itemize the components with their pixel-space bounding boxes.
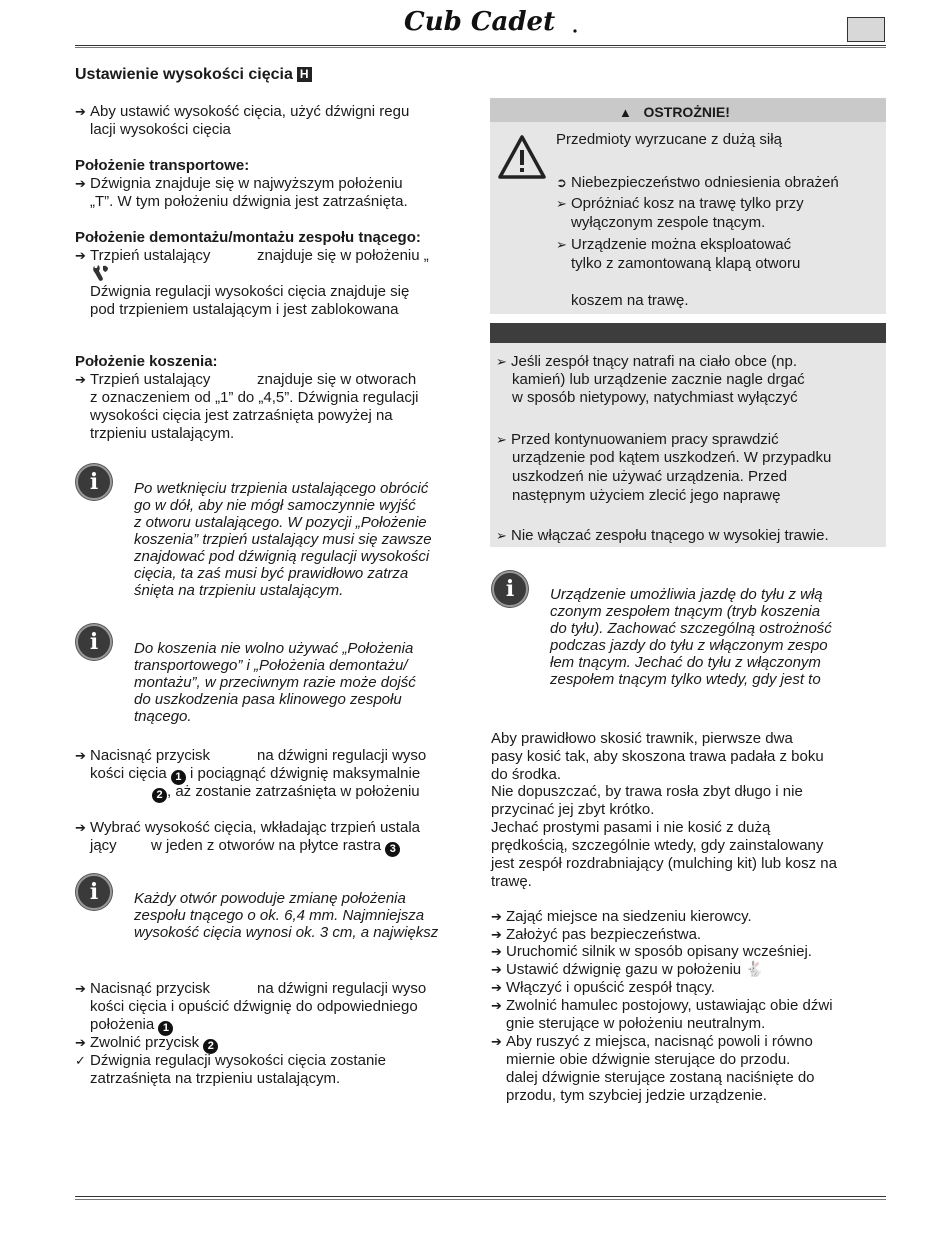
callout-2-icon: 2 [203,1039,218,1054]
bullet-arrow-icon: ➢ [496,354,507,369]
lower-line-1b: na dźwigni regulacji wyso [257,980,427,997]
para-line-6: Jechać prostymi pasami i nie kosić z dużą [491,819,771,836]
choose-line-2a: jący [90,837,117,854]
mow-line-4: trzpieniu ustalającym. [90,425,235,442]
press-line-1b: na dźwigni regulacji wyso [257,747,427,764]
deck-line-1a: ➔ Trzpień ustalający [75,247,211,264]
mow-line-1b: znajduje się w otworach [257,371,417,388]
mow-line-2: z oznaczeniem od „1” do „4,5”. Dźwignia regulacji [90,389,419,406]
release-line: ➔ Zwolnić przycisk 2 [75,1034,218,1054]
section-title [75,66,312,84]
step-6a: ➔ Zwolnić hamulec postojowy, ustawiając obie dźwi [491,997,833,1014]
info2-line-5: tnącego. [134,708,192,725]
caution-bullet-1b: wyłączonym zespole tnącym. [571,214,766,231]
info1-line-5: znajdować pod dźwignią regulacji wysokości [134,548,430,565]
mow-heading: Położenie koszenia: [75,353,218,370]
step-7d: przodu, tym szybciej jedzie urządzenie. [506,1087,767,1104]
step-1: ➔ Zająć miejsce na siedzeniu kierowcy. [491,908,752,925]
warning-triangle-icon [497,134,547,180]
intro-line-1: ➔ Aby ustawić wysokość cięcia, użyć dźwigni regu [75,103,410,120]
arrow-right-icon: ➔ [75,748,86,763]
step-2: ➔ Założyć pas bezpieczeństwa. [491,926,702,943]
arrow-right-icon: ➔ [491,909,502,924]
arrow-right-icon: ➔ [491,927,502,942]
callout-2-icon: 2 [152,788,167,803]
press-line-1a: ➔ Nacisnąć przycisk [75,747,211,764]
result-line-2: zatrzaśnięta na trzpieniu ustalającym. [90,1070,341,1087]
arrow-right-icon: ➔ [491,1034,502,1049]
svg-text:Cub Cadet: Cub Cadet [404,7,556,36]
result-line-1: ✓ Dźwignia regulacji wysokości cięcia zostanie [75,1052,386,1069]
info1-line-4: koszenia” trzpień ustalający musi się zawsze [134,531,432,548]
para-line-2: pasy kosić tak, aby skoszona trawa padała z boku [491,748,824,765]
footer-rule [75,1196,886,1197]
info1-line-2: go w dół, aby nie mógł samoczynnie wyjść [134,497,416,514]
step-6b: gnie sterujące w położeniu neutralnym. [506,1015,766,1032]
info1-line-1: Po wetknięciu trzpienia ustalającego obrócić [134,480,429,497]
info2-line-1: Do koszenia nie wolno używać „Położenia [134,640,414,657]
checkmark-icon: ✓ [75,1053,86,1068]
warning-triangle-small-icon: ▲ [619,105,632,120]
arrow-right-icon: ➔ [75,820,86,835]
para-line-7: prędkością, szczególnie wtedy, gdy zainstalowany [491,837,824,854]
header-rule-thin [75,47,886,48]
deck-heading: Położenie demontażu/montażu zespołu tnącego: [75,229,421,246]
info2-line-4: do uszkodzenia pasa klinowego zespołu [134,691,402,708]
arrow-right-icon: ➔ [75,372,86,387]
arrow-right-icon: ➔ [491,962,502,977]
arrow-right-icon: ➔ [491,944,502,959]
safety-bullet-1b: kamień) lub urządzenie zacznie nagle drgać [512,371,805,388]
info-icon: i [492,571,528,607]
step-5: ➔ Włączyć i opuścić zespół tnący. [491,979,715,996]
transport-heading: Położenie transportowe: [75,157,250,174]
bullet-arrow-icon: ➢ [496,432,507,447]
para-line-5: przycinać jej zbyt krótko. [491,801,655,818]
safety-bullet-2d: następnym użyciem zlecić jego naprawę [512,487,781,504]
step-7c: dalej dźwignie sterujące zostaną naciśnięte do [506,1069,815,1086]
arrow-right-icon: ➔ [75,248,86,263]
info3-line-2: zespołu tnącego o ok. 6,4 mm. Najmniejsza [134,907,425,924]
arrow-right-icon: ➔ [75,104,86,119]
step-7b: miernie obie dźwignie sterujące do przodu. [506,1051,791,1068]
section-title-text: Ustawienie wysokości cięcia [75,66,293,83]
caution-bullet-1a: ➢ Opróżniać kosz na trawę tylko przy [556,195,804,212]
info1-line-3: z otworu ustalającego. W pozycji „Położenie [134,514,427,531]
choose-line-2b: w jeden z otworów na płytce rastra 3 [151,837,400,857]
info-icon: i [76,624,112,660]
step-7a: ➔ Aby ruszyć z miejsca, nacisnąć powoli i równo [491,1033,813,1050]
transport-line-2: „T”. W tym położeniu dźwignia jest zatrzaśnięta. [90,193,408,210]
step-3: ➔ Uruchomić silnik w sposób opisany wcześniej. [491,943,812,960]
deck-line-3: pod trzpieniem ustalającym i jest zablokowana [90,301,399,318]
callout-3-icon: 3 [385,842,400,857]
info4-line-6: zespołem tnącym tylko wtedy, gdy jest to [550,671,821,688]
info2-line-3: montażu”, w przeciwnym razie może dojść [134,674,416,691]
arrow-right-icon: ➔ [75,981,86,996]
safety-bullet-2b: urządzenie pod kątem uszkodzeń. W przypadku [512,449,832,466]
header-rule [75,45,886,46]
mow-line-3: wysokości cięcia jest zatrzaśnięta powyżej na [90,407,393,424]
press-line-3: 2 , aż zostanie zatrzaśnięta w położeniu [152,783,420,803]
arrow-right-icon: ➔ [75,1035,86,1050]
caution-bullet-2a: ➢ Urządzenie można eksploatować [556,236,792,253]
rabbit-fast-icon: 🐇 [745,961,764,978]
page-number-box [847,17,885,42]
callout-1-icon: 1 [171,770,186,785]
transport-line-1: ➔ Dźwignia znajduje się w najwyższym położeniu [75,175,403,192]
arrow-right-icon: ➔ [491,998,502,1013]
arrow-right-icon: ➔ [75,176,86,191]
caution-bullet-3: koszem na trawę. [571,292,689,309]
choose-line-1: ➔ Wybrać wysokość cięcia, wkładając trzpień ustala [75,819,420,836]
info1-line-7: śnięta na trzpieniu ustalającym. [134,582,344,599]
mow-line-1a: ➔ Trzpień ustalający [75,371,211,388]
figure-badge: H [297,67,312,82]
info4-line-5: łem tnącym. Jechać do tyłu z włączonym [550,654,821,671]
para-line-4: Nie dopuszczać, by trawa rosła zbyt długo i nie [491,783,803,800]
dark-header-bar [490,323,886,343]
info1-line-6: cięcia, ta zaś musi być prawidłowo zatrza [134,565,409,582]
info3-line-1: Każdy otwór powoduje zmianę położenia [134,890,406,907]
bullet-arrow-icon: ➢ [556,237,567,252]
lower-line-2: kości cięcia i opuścić dźwignię do odpowiedniego [90,998,418,1015]
safety-bullet-3: ➢ Nie włączać zespołu tnącego w wysokiej trawie. [496,527,829,544]
para-line-1: Aby prawidłowo skosić trawnik, pierwsze dwa [491,730,793,747]
callout-1-icon: 1 [158,1021,173,1036]
info-icon: i [76,464,112,500]
info3-line-3: wysokość cięcia wynosi ok. 3 cm, a największ [134,924,439,941]
lower-line-1a: ➔ Nacisnąć przycisk [75,980,211,997]
caution-subtitle: Przedmioty wyrzucane z dużą siłą [556,131,782,148]
lower-line-3: położenia 1 [90,1016,173,1036]
step-4: ➔ Ustawić dźwignię gazu w położeniu 🐇 [491,961,764,978]
caution-danger: ➲ Niebezpieczeństwo odniesienia obrażeń [556,174,839,191]
deck-line-2: Dźwignia regulacji wysokości cięcia znajduje się [90,283,410,300]
info2-line-2: transportowego” i „Położenia demontażu/ [134,657,408,674]
para-line-9: trawę. [491,873,532,890]
caution-bullet-2b: tylko z zamontowaną klapą otworu [571,255,801,272]
info4-line-3: do tyłu). Zachować szczególną ostrożność [550,620,832,637]
info4-line-4: podczas jazdy do tyłu z włączonym zespo [550,637,828,654]
para-line-8: jest zespół rozdrabniający (mulching kit) lub kosz na [491,855,837,872]
footer-rule-thin [75,1199,886,1200]
safety-bullet-1a: ➢ Jeśli zespół tnący natrafi na ciało obce (np. [496,353,797,370]
info4-line-2: czonym zespołem tnącym (tryb koszenia [550,603,821,620]
arrow-right-icon: ➔ [491,980,502,995]
info4-line-1: Urządzenie umożliwia jazdę do tyłu z włą [550,586,823,603]
para-line-3: do środka. [491,766,562,783]
bullet-arrow-icon: ➢ [496,528,507,543]
safety-bullet-2a: ➢ Przed kontynuowaniem pracy sprawdzić [496,431,779,448]
wrench-icon [90,264,110,282]
intro-line-2: lacji wysokości cięcia [90,121,231,138]
caution-title: ▲ OSTROŻNIE! [619,104,730,120]
arrow-circle-icon: ➲ [556,175,567,190]
safety-bullet-1c: w sposób nietypowy, natychmiast wyłączyć [512,389,798,406]
safety-bullet-2c: uszkodzeń nie używać urządzenia. Przed [512,468,788,485]
deck-line-1b: znajduje się w położeniu „ [257,247,429,264]
cub-cadet-logo [402,6,582,36]
info-icon: i [76,874,112,910]
bullet-arrow-icon: ➢ [556,196,567,211]
press-line-2: kości cięcia 1 i pociągnąć dźwignię maksymalnie [90,765,421,783]
